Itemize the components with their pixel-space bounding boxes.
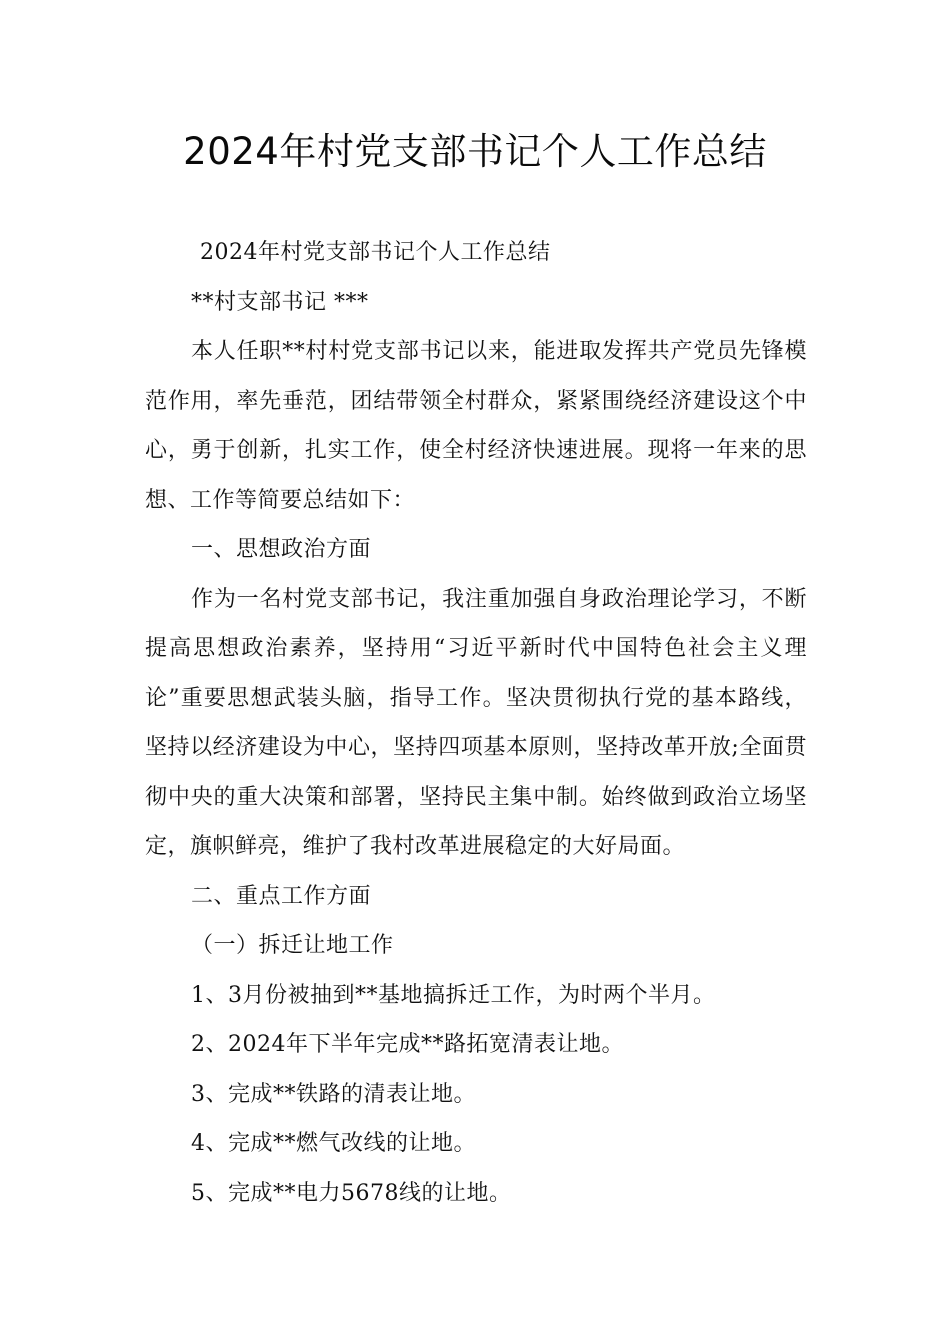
heading-political: 一、思想政治方面 (191, 537, 372, 562)
list-item: 3、完成**铁路的清表让地。 (191, 1081, 476, 1107)
paragraph-political: 作为一名村党支部书记，我注重加强自身政治理论学习，不断提高思想政治素养，坚持用“习近平新时代中国特色社会主义理论”重要思想武装头脑，指导工作。坚决贯彻执行党的基本路线，坚持以经济建设为中心，坚持四项基本原则，坚持改革开放;全面贯彻中央的重大决策和部署，坚持民主集中制。始终做到政治立场坚定，旗帜鲜亮，维护了我村改革进展稳定的大好局面。 (145, 586, 807, 859)
document-title: 2024年村党支部书记个人工作总结 (183, 130, 767, 173)
list-item: 2、2024年下半年完成**路拓宽清表让地。 (191, 1032, 624, 1057)
paragraph-subtitle: 2024年村党支部书记个人工作总结 (200, 240, 551, 265)
heading-key-work: 二、重点工作方面 (191, 883, 372, 909)
list-item: 4、完成**燃气改线的让地。 (191, 1131, 476, 1156)
document-body (145, 228, 807, 1218)
paragraph-intro: 本人任职**村村党支部书记以来，能进取发挥共产党员先锋模范作用，率先垂范，团结带领全村群众，紧紧围绕经济建设这个中心，勇于创新，扎实工作，使全村经济快速进展。现将一年来的思想、工作等简要总结如下： (145, 339, 807, 513)
paragraph-author: **村支部书记 *** (191, 289, 369, 315)
list-item: 1、3月份被抽到**基地搞拆迁工作，为时两个半月。 (191, 982, 716, 1008)
list-item: 5、完成**电力5678线的让地。 (191, 1180, 512, 1206)
heading-demolition: （一）拆迁让地工作 (191, 933, 394, 958)
